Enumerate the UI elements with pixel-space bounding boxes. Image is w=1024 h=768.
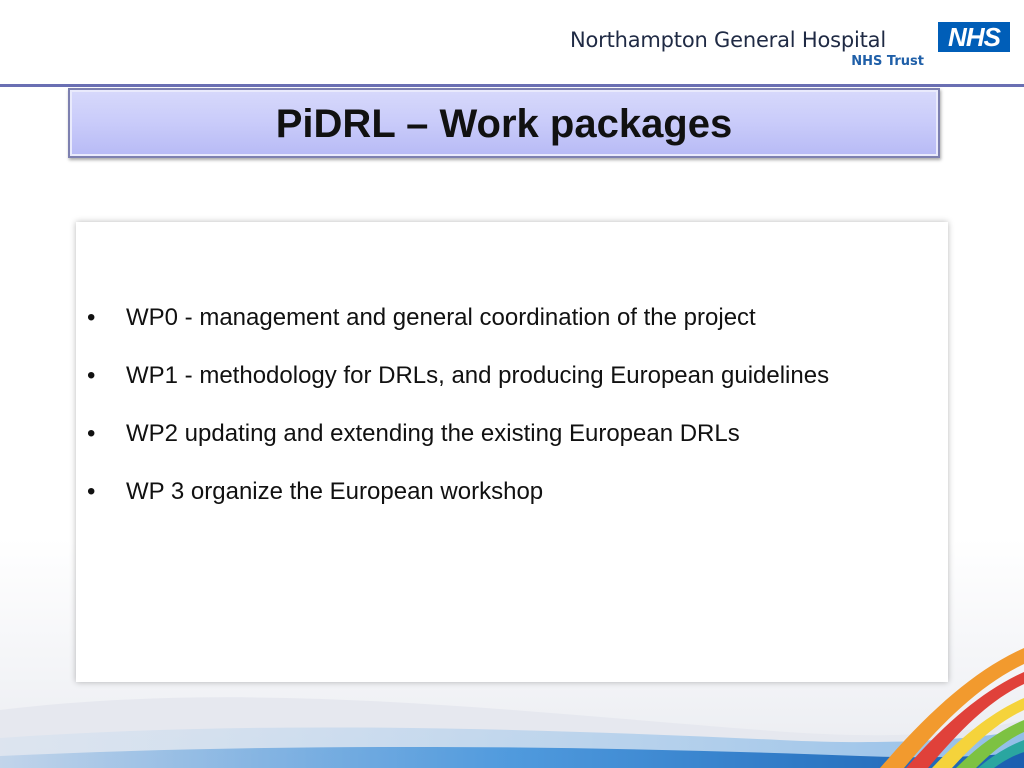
trust-name: NHS Trust — [851, 54, 924, 69]
list-item — [84, 350, 904, 401]
bullet-text: WP 3 organize the European workshop — [126, 478, 544, 505]
bullet-text: WP0 - management and general coordination of the project — [126, 304, 756, 331]
hospital-branding — [570, 18, 1010, 74]
bullet-icon: • — [87, 478, 96, 505]
bullet-icon: • — [87, 420, 96, 447]
title-bar — [68, 88, 940, 158]
list-item — [84, 292, 904, 343]
list-item — [84, 408, 904, 459]
bullet-text: WP2 updating and extending the existing European DRLs — [126, 420, 740, 447]
organization-name: Northampton General Hospital — [570, 28, 886, 52]
decorative-swoosh — [0, 560, 1024, 768]
list-item — [84, 466, 904, 517]
header-divider — [0, 84, 1024, 87]
bullet-list — [84, 292, 904, 524]
bullet-text: WP1 - methodology for DRLs, and producing European guidelines — [126, 362, 830, 389]
bullet-icon: • — [87, 362, 96, 389]
bullet-icon: • — [87, 304, 96, 331]
slide-title: PiDRL – Work packages — [275, 102, 733, 146]
nhs-logo: NHS — [938, 22, 1010, 52]
